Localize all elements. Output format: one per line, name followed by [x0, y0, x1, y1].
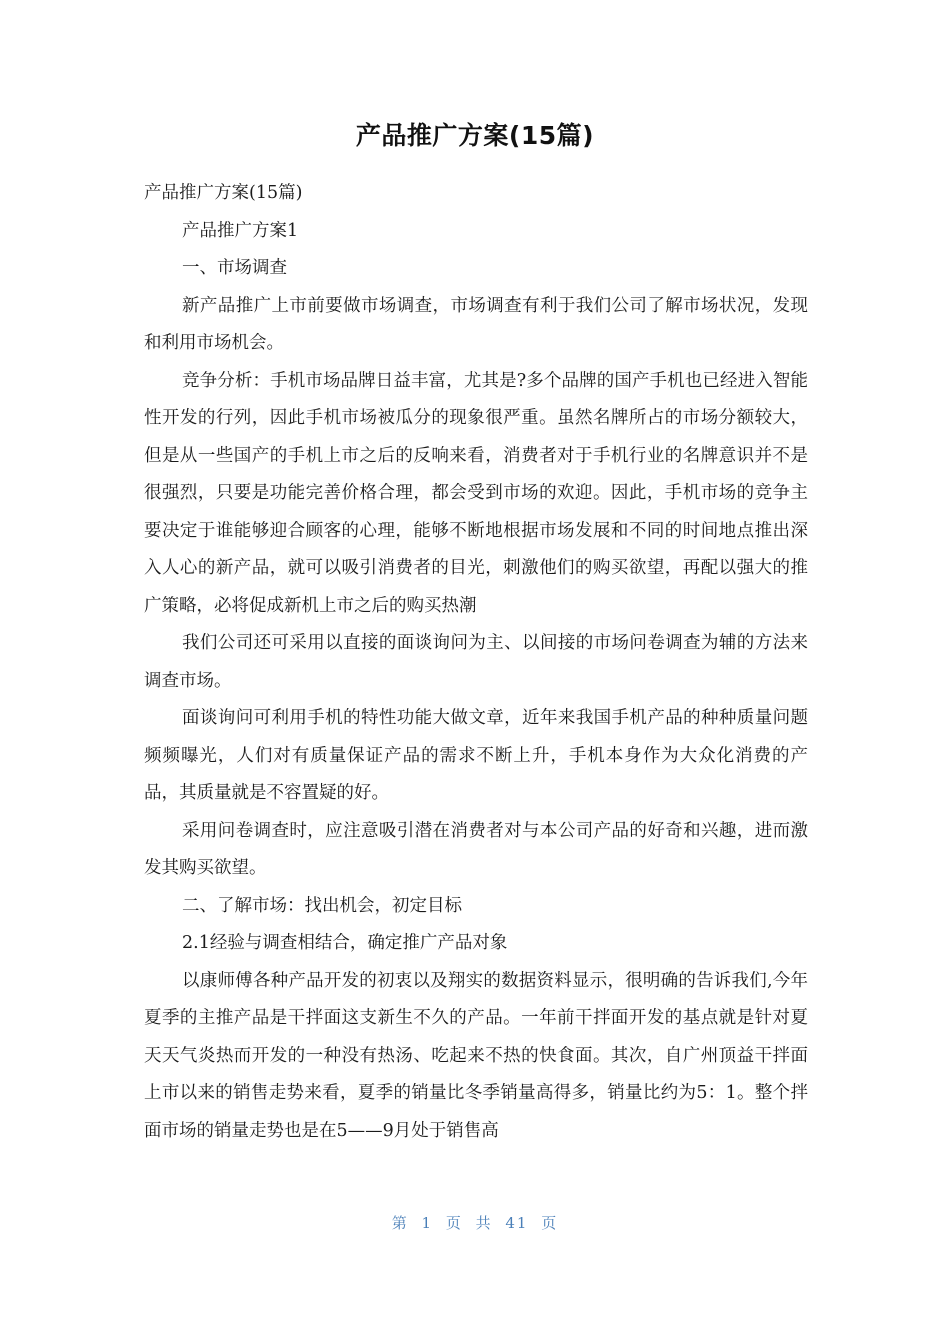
paragraph: 面谈询问可利用手机的特性功能大做文章，近年来我国手机产品的种种质量问题频频曝光，人们对有质量保证产品的需求不断上升，手机本身作为大众化消费的产品，其质量就是不容置疑的好。	[144, 708, 808, 803]
section-heading: 一、市场调查	[182, 258, 287, 278]
paragraph: 以康师傅各种产品开发的初衷以及翔实的数据资料显示，很明确的告诉我们,今年夏季的主推产品是干拌面这支新生不久的产品。一年前干拌面开发的基点就是针对夏天天气炎热而开发的一种没有热汤、吃起来不热的快食面。其次，自广州顶益干拌面上市以来的销售走势来看，夏季的销量比冬季销量高得多，销量比约为5：1。整个拌面市场的销量走势也是在5——9月处于销售高	[144, 970, 808, 1141]
paragraph: 采用问卷调查时，应注意吸引潜在消费者对与本公司产品的好奇和兴趣，进而激发其购买欲望。	[144, 820, 808, 878]
paragraph: 我们公司还可采用以直接的面谈询问为主、以间接的市场问卷调查为辅的方法来调查市场。	[144, 633, 808, 691]
paragraph: 产品推广方案(15篇)	[144, 183, 303, 203]
document-body	[144, 175, 808, 1150]
paragraph: 竞争分析：手机市场品牌日益丰富，尤其是?多个品牌的国产手机也已经进入智能性开发的行列，因此手机市场被瓜分的现象很严重。虽然名牌所占的市场分额较大，但是从一些国产的手机上市之后的反响来看，消费者对于手机行业的名牌意识并不是很强烈，只要是功能完善价格合理，都会受到市场的欢迎。因此，手机市场的竞争主要决定于谁能够迎合顾客的心理，能够不断地根据市场发展和不同的时间地点推出深入人心的新产品，就可以吸引消费者的目光，刺激他们的购买欲望，再配以强大的推广策略，必将促成新机上市之后的购买热潮	[144, 370, 808, 616]
page-number-footer: 第 1 页 共 41 页	[391, 1214, 559, 1232]
paragraph: 新产品推广上市前要做市场调查，市场调查有利于我们公司了解市场状况，发现和利用市场机会。	[144, 295, 808, 353]
subsection-heading: 2.1经验与调查相结合，确定推广产品对象	[182, 933, 508, 953]
document-title: 产品推广方案(15篇)	[355, 121, 595, 150]
section-heading: 二、了解市场：找出机会，初定目标	[182, 895, 462, 916]
paragraph: 产品推广方案1	[182, 220, 299, 241]
